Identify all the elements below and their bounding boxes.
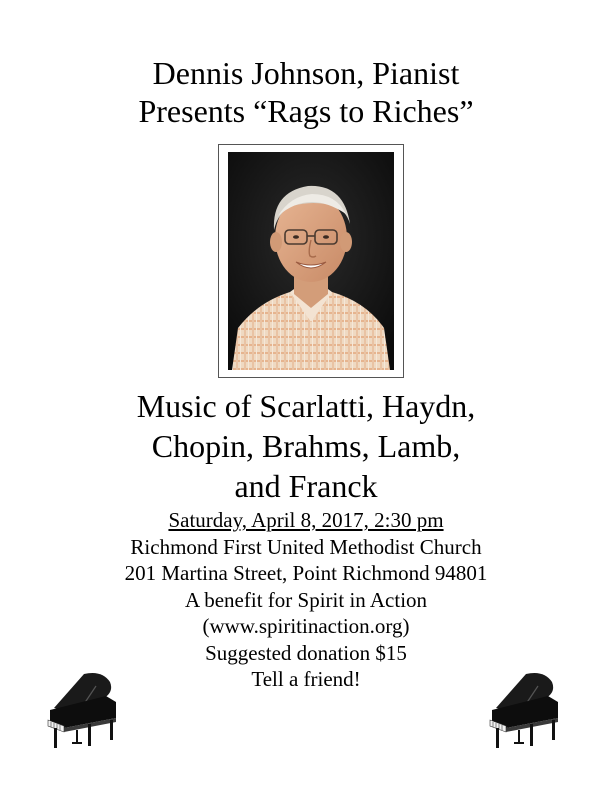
pianist-photo (218, 144, 404, 378)
event-details (0, 507, 612, 693)
event-benefit: A benefit for Spirit in Action (184, 587, 428, 612)
event-website: (www.spiritinaction.org) (202, 614, 410, 638)
composers-line-3: and Franck (234, 468, 378, 504)
flyer-title (0, 54, 612, 130)
event-donation: Suggested donation $15 (205, 640, 407, 665)
event-address: 201 Martina Street, Point Richmond 94801 (124, 561, 488, 585)
program-composers (0, 386, 612, 506)
composers-line-1: Music of Scarlatti, Haydn, (136, 388, 476, 424)
event-venue: Richmond First United Methodist Church (130, 534, 482, 559)
pianist-portrait-image (228, 152, 394, 370)
event-date: Saturday, April 8, 2017, 2:30 pm (168, 508, 444, 532)
event-closing: Tell a friend! (251, 667, 361, 691)
composers-line-2: Chopin, Brahms, Lamb, (151, 428, 461, 464)
title-line-program: Presents “Rags to Riches” (138, 93, 474, 129)
grand-piano-icon (486, 668, 564, 752)
grand-piano-icon (44, 668, 122, 752)
title-line-performer: Dennis Johnson, Pianist (152, 55, 460, 91)
